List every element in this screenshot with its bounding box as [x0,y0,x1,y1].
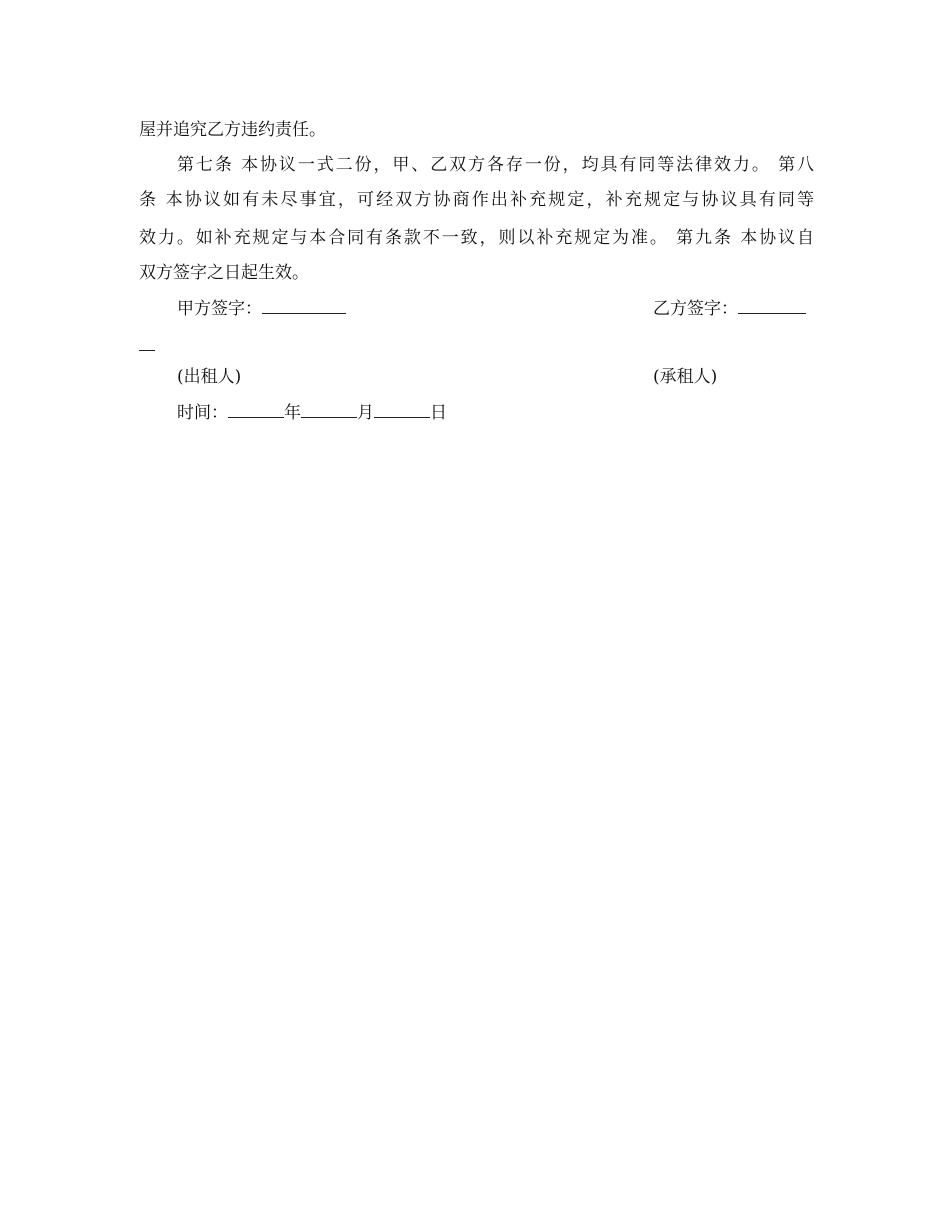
year-blank [228,401,284,418]
party-a-signature-label: 甲方签字： [177,299,262,319]
party-b-signature [653,297,806,319]
party-b-role: (承租人) [653,367,718,387]
day-unit: 日 [430,403,447,423]
paragraph-line: 第七条 本协议一式二份，甲、乙双方各存一份，均具有同等法律效力。 第八 [177,155,814,175]
day-blank [374,401,430,418]
year-unit: 年 [284,403,301,423]
party-a-signature-blank [262,297,346,314]
party-b-signature-blank [738,297,806,314]
paragraph-line: 双方签字之日起生效。 [139,263,309,283]
date-label: 时间： [177,403,228,423]
party-a-role: (出租人) [177,367,242,387]
paragraph-line: 屋并追究乙方违约责任。 [139,120,326,140]
month-unit: 月 [357,403,374,423]
party-b-signature-blank-wrap [139,334,155,356]
paragraph-line: 效力。如补充规定与本合同有条款不一致，则以补充规定为准。 第九条 本协议自 [139,228,814,248]
paragraph-line: 条 本协议如有未尽事宜，可经双方协商作出补充规定，补充规定与协议具有同等 [139,190,814,210]
month-blank [301,401,357,418]
party-b-signature-label: 乙方签字： [653,299,738,319]
party-b-signature-blank-continued [139,334,155,351]
party-a-signature [177,297,346,319]
date-line [177,401,447,423]
